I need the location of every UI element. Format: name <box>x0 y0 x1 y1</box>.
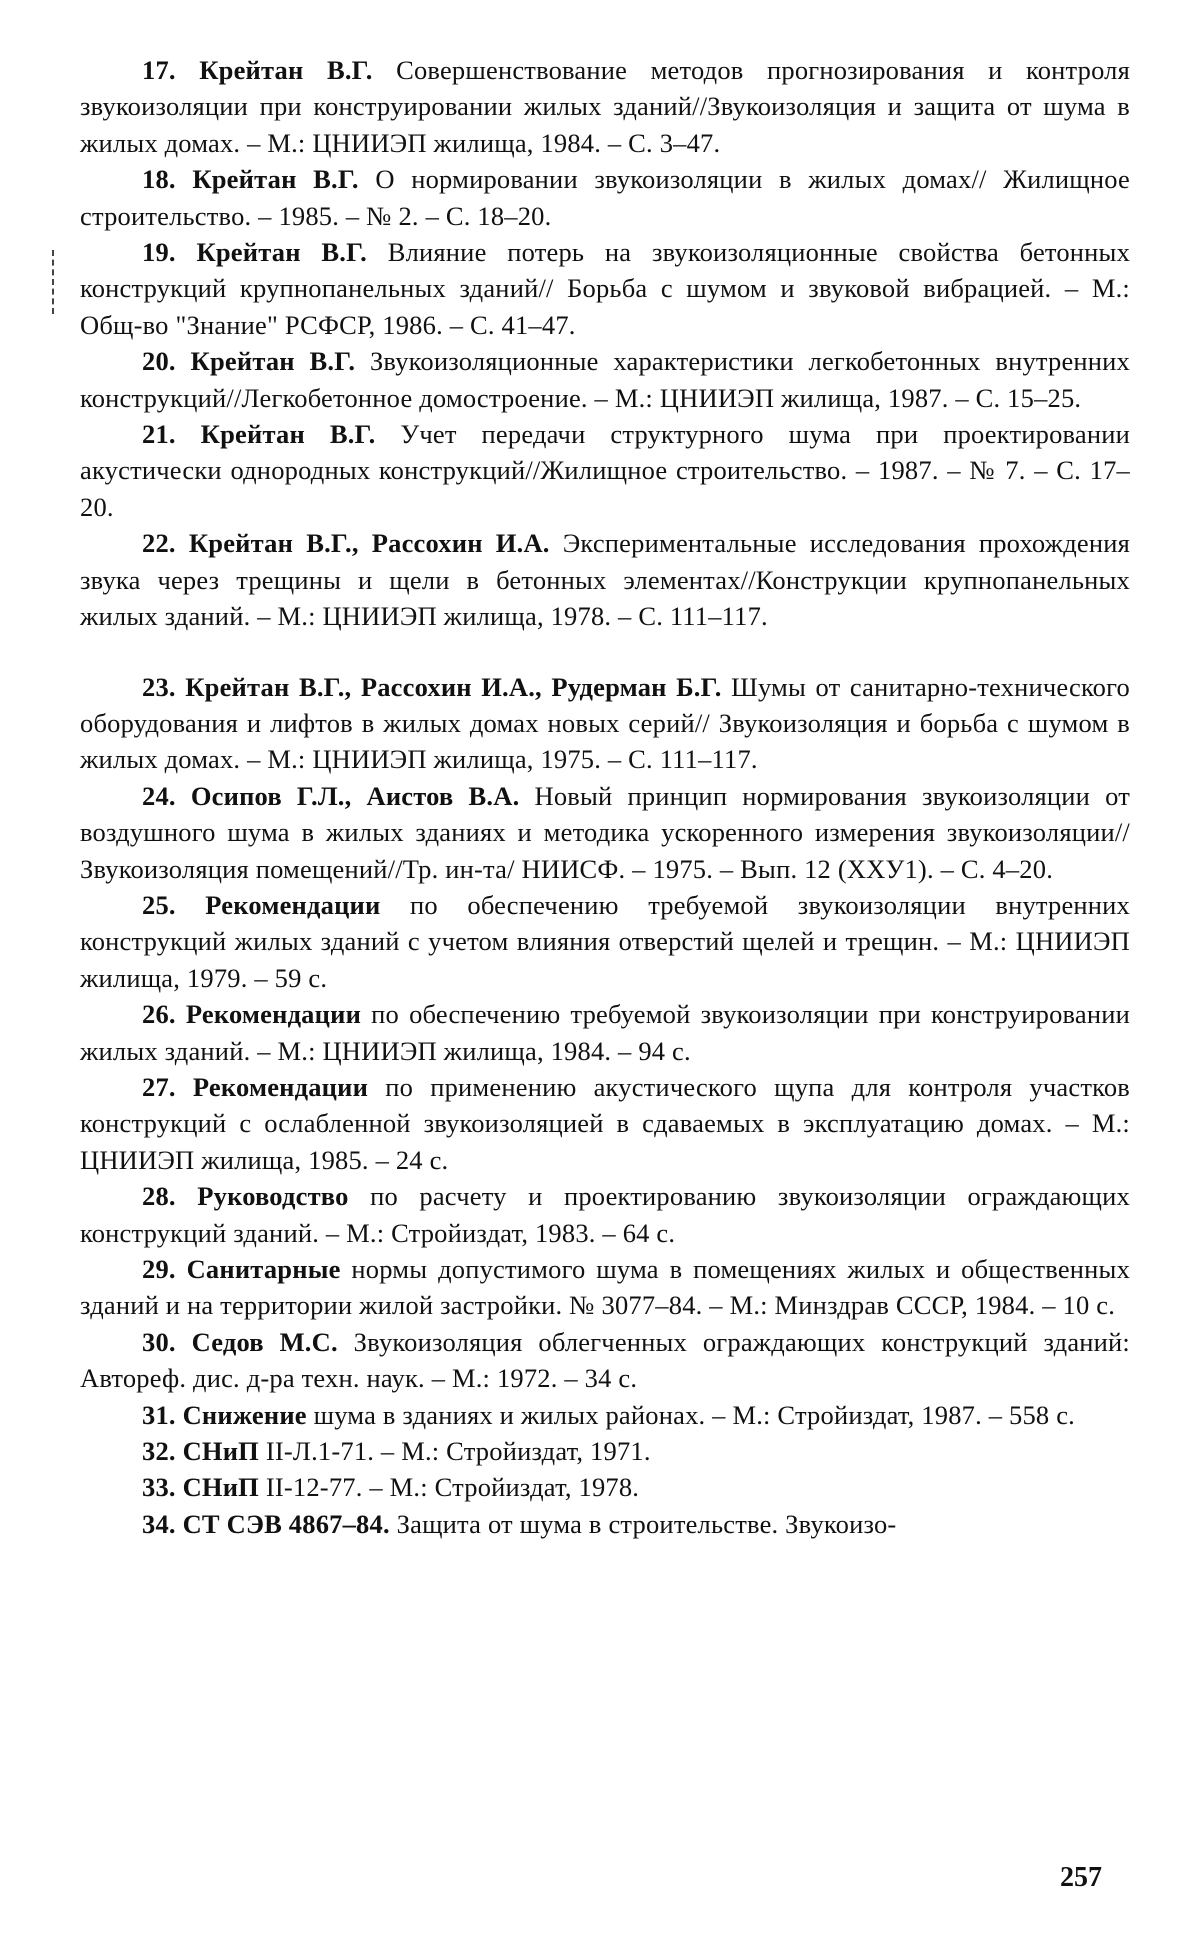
reference-text: по применению акустического щупа для контроля участков конструкций с ослабленной звукоизоляцией в сдаваемых в эксплуатацию домах. – М.: ЦНИИЭП жилища, 1985. – 24 с. <box>80 1071 1130 1175</box>
reference-number: 26. <box>142 999 176 1030</box>
reference-number: 25. <box>142 889 176 920</box>
page-number: 257 <box>1060 1862 1102 1893</box>
reference-author: Крейтан В.Г., Рассохин И.А., Рудерман Б.Г. <box>185 671 722 702</box>
reference-number: 18. <box>142 164 176 195</box>
reference-text: по обеспечению требуемой звукоизоляции при конструировании жилых зданий. – М.: ЦНИИЭП жилища, 1984. – 94 с. <box>80 999 1130 1066</box>
reference-number: 21. <box>142 419 176 450</box>
reference-text: Звукоизоляция облегченных ограждающих конструкций зданий: Автореф. дис. д-ра техн. наук. – М.: 1972. – 34 с. <box>80 1326 1130 1394</box>
reference-number: 20. <box>142 346 176 377</box>
reference-text: нормы допустимого шума в помещениях жилых и общественных зданий и на территории жилой застройки. № 3077–84. – М.: Минздрав СССР, 1984. – 10 с. <box>80 1254 1131 1321</box>
reference-author: Крейтан В.Г. <box>200 419 376 450</box>
reference-item <box>80 234 1130 343</box>
reference-author: Рекомендации <box>192 1071 369 1102</box>
reference-author: Руководство <box>197 1181 349 1212</box>
reference-author: Рекомендации <box>185 999 362 1030</box>
reference-item <box>80 1069 1130 1178</box>
reference-text: Экспериментальные исследования прохождения звука через трещины и щели в бетонных элементах//Конструкции крупнопанельных жилых зданий. – М.: ЦНИИЭП жилища, 1978. – С. 111–117. <box>80 528 1130 632</box>
reference-item <box>80 1506 1130 1542</box>
reference-author: СНиП <box>182 1436 259 1467</box>
reference-author: СНиП <box>182 1472 259 1503</box>
reference-number: 22. <box>142 528 176 559</box>
reference-number: 31. <box>142 1399 176 1430</box>
reference-item <box>80 996 1130 1069</box>
reference-text: Защита от шума в строительстве. Звукоизо- <box>396 1508 897 1539</box>
reference-text: II-Л.1-71. – М.: Стройиздат, 1971. <box>265 1436 651 1467</box>
reference-author: Крейтан В.Г. <box>199 55 373 85</box>
reference-number: 23. <box>142 671 176 702</box>
reference-author: Рекомендации <box>205 889 381 920</box>
reference-item <box>80 416 1130 525</box>
reference-item <box>80 1433 1130 1469</box>
reference-number: 32. <box>142 1436 176 1467</box>
reference-item <box>80 1397 1130 1433</box>
reference-author: СТ СЭВ 4867–84. <box>182 1508 390 1539</box>
reference-item <box>80 1469 1130 1505</box>
reference-text: II-12-77. – М.: Стройиздат, 1978. <box>265 1472 640 1503</box>
reference-item <box>80 1324 1130 1397</box>
reference-item <box>80 887 1130 996</box>
reference-number: 29. <box>142 1254 176 1284</box>
reference-item <box>80 52 1130 161</box>
reference-number: 19. <box>142 237 176 268</box>
reference-text: О нормировании звукоизоляции в жилых домах// Жилищное строительство. – 1985. – № 2. – С. 18–20. <box>80 164 1131 231</box>
reference-author: Снижение <box>182 1399 307 1430</box>
reference-author: Крейтан В.Г. <box>196 237 368 268</box>
reference-text: шума в зданиях и жилых районах. – М.: Стройиздат, 1987. – 558 с. <box>313 1399 1075 1430</box>
reference-text: Влияние потерь на звукоизоляционные свойства бетонных конструкций крупнопанельных зданий// Борьба с шумом и звуковой вибрацией. – М.: Общ-во "Знание" РСФСР, 1986. – С. 41–47. <box>80 237 1131 340</box>
reference-text: Шумы от санитарно-технического оборудования и лифтов в жилых домах новых серий// Звукоизоляция и борьба с шумом в жилых домах. – М.: ЦНИИЭП жилища, 1975. – С. 111–117. <box>80 671 1130 775</box>
reference-text: Звукоизоляционные характеристики легкобетонных внутренних конструкций//Легкобетонное домостроение. – М.: ЦНИИЭП жилища, 1987. – С. 15–25. <box>80 346 1131 413</box>
reference-number: 17. <box>142 55 176 85</box>
reference-text: Учет передачи структурного шума при проектировании акустически однородных конструкций//Жилищное строительство. – 1987. – № 7. – С. 17–20. <box>80 419 1131 522</box>
reference-author: Крейтан В.Г. <box>192 164 359 195</box>
reference-item <box>80 343 1130 416</box>
reference-number: 27. <box>142 1071 176 1102</box>
reference-author: Санитарные <box>186 1254 341 1284</box>
reference-number: 30. <box>142 1326 176 1357</box>
reference-item <box>80 161 1130 234</box>
reference-text: Совершенствование методов прогнозирования и контроля звукоизоляции при конструировании жилых зданий//Звукоизоляция и защита от шума в жилых домах. – М.: ЦНИИЭП жилища, 1984. – С. 3–47. <box>80 55 1130 158</box>
margin-mark <box>52 250 54 314</box>
reference-text: по расчету и проектированию звукоизоляции ограждающих конструкций зданий. – М.: Стройиздат, 1983. – 64 с. <box>80 1181 1130 1248</box>
reference-list <box>80 52 1130 1542</box>
reference-text: по обеспечению требуемой звукоизоляции внутренних конструкций жилых зданий с учетом влияния отверстий щелей и трещин. – М.: ЦНИИЭП жилища, 1979. – 59 с. <box>80 889 1131 993</box>
reference-item <box>80 1251 1130 1324</box>
reference-number: 28. <box>142 1181 176 1212</box>
reference-author: Крейтан В.Г., Рассохин И.А. <box>188 528 550 559</box>
reference-item <box>80 778 1130 887</box>
reference-author: Седов М.С. <box>191 1326 338 1357</box>
reference-author: Осипов Г.Л., Аистов В.А. <box>190 780 520 811</box>
reference-number: 34. <box>142 1508 176 1539</box>
reference-number: 24. <box>142 780 176 811</box>
reference-item <box>80 669 1130 778</box>
reference-item <box>80 1178 1130 1251</box>
reference-number: 33. <box>142 1472 176 1503</box>
reference-author: Крейтан В.Г. <box>190 346 356 377</box>
reference-text: Новый принцип нормирования звукоизоляции от воздушного шума в жилых зданиях и методика ускоренного измерения звукоизоляции//Звукоизоляция помещений//Тр. ин-та/ НИИСФ. – 1975. – Вып. 12 (ХХУ1). – С. 4–20. <box>80 780 1130 884</box>
reference-item <box>80 525 1130 634</box>
